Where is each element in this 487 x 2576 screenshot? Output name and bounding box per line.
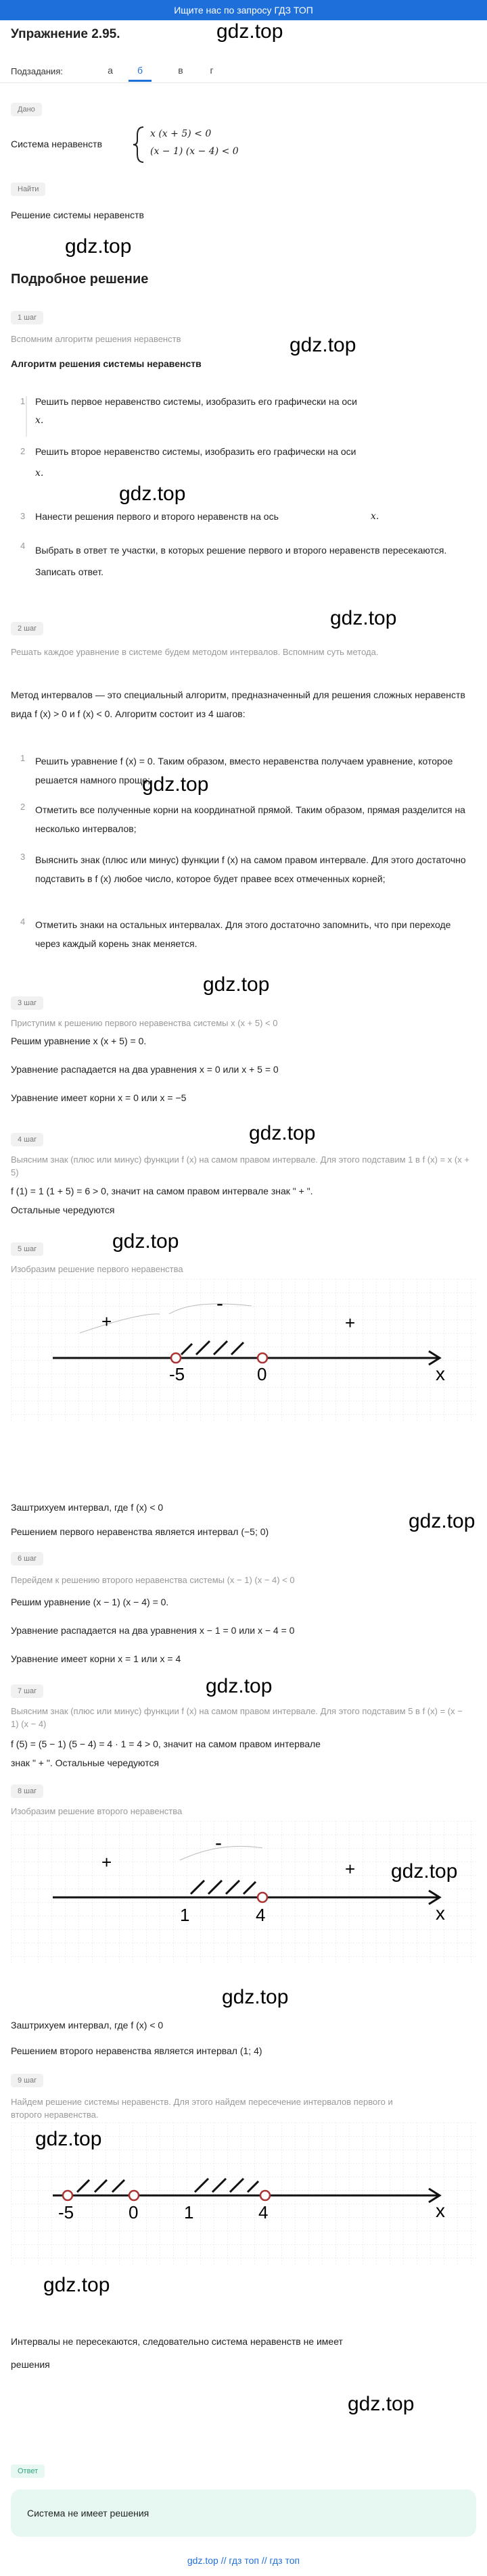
step2-item-3: Выяснить знак (плюс или минус) функции f (x) на самом правом интервале. Для этого достаточно подставить в f (x) любое число, которое будет правее всех отмеченных корней; bbox=[35, 854, 466, 884]
system-brace bbox=[130, 124, 147, 165]
step2-item-2: Отметить все полученные корни на координатной прямой. Таким образом, прямая разделится на несколько интервалов; bbox=[35, 804, 465, 834]
watermark: gdz.top bbox=[43, 2274, 110, 2296]
tick-label: -5 bbox=[58, 2202, 74, 2222]
watermark: gdz.top bbox=[330, 607, 397, 629]
active-tab-indicator bbox=[129, 80, 152, 82]
tick-label: 1 bbox=[184, 2202, 194, 2222]
tab-v[interactable]: в bbox=[178, 65, 183, 76]
step9-line1: Интервалы не пересекаются, следовательно система неравенств не имеет bbox=[11, 2336, 343, 2347]
watermark: gdz.top bbox=[35, 2128, 102, 2150]
step9-badge: 9 шаг bbox=[11, 2074, 43, 2087]
tick-label: 0 bbox=[129, 2202, 139, 2222]
step8-hint: Изобразим решение второго неравенства bbox=[11, 1806, 183, 1816]
step1-item-2: Решить второе неравенство системы, изобразить его графически на оси bbox=[35, 446, 356, 457]
watermark: gdz.top bbox=[409, 1510, 476, 1532]
step8-badge: 8 шаг bbox=[11, 1784, 43, 1798]
axis-label: x bbox=[436, 1363, 445, 1384]
given-ineq-1: x (x + 5) < 0 bbox=[150, 128, 212, 139]
open-point-m5 bbox=[171, 1353, 181, 1363]
step2-item-1: Решить уравнение f (x) = 0. Таким образом, вместо неравенства получаем уравнение, которое решается намного проще; bbox=[35, 756, 453, 785]
step9-line2: решения bbox=[11, 2359, 50, 2370]
step2-item-4: Отметить знаки на остальных интервалах. Для этого достаточно запомнить, что при переходе через каждый корень знак меняется. bbox=[35, 919, 451, 949]
subtasks-label: Подзадания: bbox=[11, 66, 63, 76]
list-number: 4 bbox=[20, 917, 26, 927]
find-badge: Найти bbox=[11, 183, 45, 196]
tick-label: -5 bbox=[169, 1364, 185, 1384]
axis-var: x. bbox=[371, 511, 379, 522]
open-point-0 bbox=[258, 1353, 267, 1363]
step1-item-3: Нанести решения первого и второго неравенств на ось bbox=[35, 511, 279, 522]
list-number: 3 bbox=[20, 852, 26, 862]
sign-label: + bbox=[101, 1852, 112, 1872]
divider bbox=[0, 82, 487, 83]
number-line-1 bbox=[11, 1279, 476, 1421]
step6-line2: Уравнение распадается на два уравнения x − 1 = 0 или x − 4 = 0 bbox=[11, 1625, 295, 1636]
watermark: gdz.top bbox=[391, 1860, 458, 1882]
step5-line1: Заштрихуем интервал, где f (x) < 0 bbox=[11, 1502, 164, 1513]
watermark: gdz.top bbox=[65, 235, 132, 258]
watermark: gdz.top bbox=[112, 1230, 179, 1253]
watermark: gdz.top bbox=[203, 973, 270, 996]
step6-hint: Перейдем к решению второго неравенства системы (x − 1) (x − 4) < 0 bbox=[11, 1575, 295, 1585]
detailed-solution-title: Подробное решение bbox=[11, 272, 149, 287]
step2-badge: 2 шаг bbox=[11, 622, 43, 635]
step7-hint: Выясним знак (плюс или минус) функции f (x) на самом правом интервале. Для этого подставим 5 в f (x) = (x − 1) (x − 4) bbox=[11, 1706, 463, 1729]
step3-badge: 3 шаг bbox=[11, 996, 43, 1010]
open-point-4 bbox=[260, 2191, 270, 2200]
step3-hint: Приступим к решению первого неравенства системы x (x + 5) < 0 bbox=[11, 1018, 278, 1028]
sign-label: + bbox=[345, 1859, 356, 1879]
list-number: 2 bbox=[20, 446, 26, 456]
answer-text: Система не имеет решения bbox=[27, 2508, 149, 2519]
find-text: Решение системы неравенств bbox=[11, 210, 144, 220]
list-bar bbox=[26, 396, 27, 437]
step5-line2: Решением первого неравенства является интервал (−5; 0) bbox=[11, 1526, 269, 1537]
axis-label: x bbox=[436, 2200, 445, 2221]
tab-a[interactable]: а bbox=[108, 65, 113, 76]
watermark: gdz.top bbox=[206, 1675, 273, 1697]
step5-badge: 5 шаг bbox=[11, 1242, 43, 1256]
sign-label: - bbox=[216, 1292, 223, 1315]
step3-line1: Решим уравнение x (x + 5) = 0. bbox=[11, 1036, 147, 1046]
step1-item-4: Выбрать в ответ те участки, в которых решение первого и второго неравенств пересекаются. Записать ответ. bbox=[35, 545, 447, 577]
list-number: 2 bbox=[20, 802, 26, 812]
tick-label: 4 bbox=[258, 2202, 269, 2222]
given-badge: Дано bbox=[11, 103, 42, 116]
tick-label: 0 bbox=[257, 1364, 267, 1384]
step1-badge: 1 шаг bbox=[11, 311, 43, 324]
tab-g[interactable]: г bbox=[210, 65, 214, 76]
watermark: gdz.top bbox=[222, 1986, 289, 2008]
axis-label: x bbox=[436, 1903, 445, 1924]
step4-line2: Остальные чередуются bbox=[11, 1205, 115, 1215]
step2-hint: Решать каждое уравнение в системе будем методом интервалов. Вспомним суть метода. bbox=[11, 647, 379, 657]
tab-b[interactable]: б bbox=[137, 65, 143, 76]
list-number: 1 bbox=[20, 753, 26, 763]
open-point-m5 bbox=[63, 2191, 72, 2200]
watermark: gdz.top bbox=[249, 1122, 316, 1144]
list-number: 3 bbox=[20, 511, 26, 521]
open-point-0 bbox=[129, 2191, 139, 2200]
top-banner[interactable]: Ищите нас по запросу ГДЗ ТОП bbox=[0, 0, 487, 20]
step4-line1: f (1) = 1 (1 + 5) = 6 > 0, значит на самом правом интервале знак " + ". bbox=[11, 1186, 313, 1196]
step1-heading: Алгоритм решения системы неравенств bbox=[11, 358, 202, 369]
watermark: gdz.top bbox=[348, 2393, 415, 2415]
step1-hint: Вспомним алгоритм решения неравенств bbox=[11, 334, 181, 344]
answer-badge: Ответ bbox=[11, 2464, 45, 2478]
list-number: 1 bbox=[20, 396, 26, 406]
tick-label: 1 bbox=[180, 1905, 190, 1925]
axis-var: x. bbox=[35, 468, 44, 479]
step4-badge: 4 шаг bbox=[11, 1133, 43, 1146]
tick-label: 4 bbox=[256, 1905, 266, 1925]
step2-intro: Метод интервалов — это специальный алгоритм, предназначенный для решения сложных неравенств вида f (x) > 0 и f (x) < 0. Алгоритм состоит из 4 шагов: bbox=[11, 689, 465, 719]
watermark: gdz.top bbox=[289, 334, 356, 356]
step6-line1: Решим уравнение (x − 1) (x − 4) = 0. bbox=[11, 1597, 169, 1607]
step7-line2: знак " + ". Остальные чередуются bbox=[11, 1757, 160, 1768]
step3-line3: Уравнение имеет корни x = 0 или x = −5 bbox=[11, 1092, 187, 1103]
axis-var: x. bbox=[35, 415, 44, 426]
sign-label: + bbox=[101, 1311, 112, 1332]
number-line-2 bbox=[11, 1821, 476, 1963]
step6-badge: 6 шаг bbox=[11, 1552, 43, 1565]
page-title: Упражнение 2.95. bbox=[11, 27, 120, 41]
footer-links[interactable]: gdz.top // гдз топ // гдз топ bbox=[187, 2555, 300, 2566]
step3-line2: Уравнение распадается на два уравнения x = 0 или x + 5 = 0 bbox=[11, 1064, 279, 1075]
given-ineq-2: (x − 1) (x − 4) < 0 bbox=[150, 146, 239, 157]
watermark: gdz.top bbox=[119, 483, 186, 505]
sign-label: + bbox=[345, 1313, 356, 1333]
step5-hint: Изобразим решение первого неравенства bbox=[11, 1264, 183, 1274]
step7-line1: f (5) = (5 − 1) (5 − 4) = 4 · 1 = 4 > 0, значит на самом правом интервале bbox=[11, 1739, 321, 1749]
watermark: gdz.top bbox=[216, 20, 283, 43]
open-point-4 bbox=[258, 1893, 267, 1902]
step8-line2: Решением второго неравенства является интервал (1; 4) bbox=[11, 2045, 262, 2056]
given-label: Система неравенств bbox=[11, 139, 103, 149]
watermark: gdz.top bbox=[142, 773, 209, 796]
step7-badge: 7 шаг bbox=[11, 1684, 43, 1698]
step6-line3: Уравнение имеет корни x = 1 или x = 4 bbox=[11, 1653, 181, 1664]
list-number: 4 bbox=[20, 541, 26, 551]
step4-hint: Выясним знак (плюс или минус) функции f (x) на самом правом интервале. Для этого подставим 1 в f (x) = x (x + 5) bbox=[11, 1155, 469, 1177]
step8-line1: Заштрихуем интервал, где f (x) < 0 bbox=[11, 2020, 164, 2031]
sign-label: - bbox=[215, 1832, 222, 1854]
step9-hint: Найдем решение системы неравенств. Для этого найдем пересечение интервалов первого и второго неравенства. bbox=[11, 2097, 393, 2120]
step1-item-1: Решить первое неравенство системы, изобразить его графически на оси bbox=[35, 396, 357, 407]
